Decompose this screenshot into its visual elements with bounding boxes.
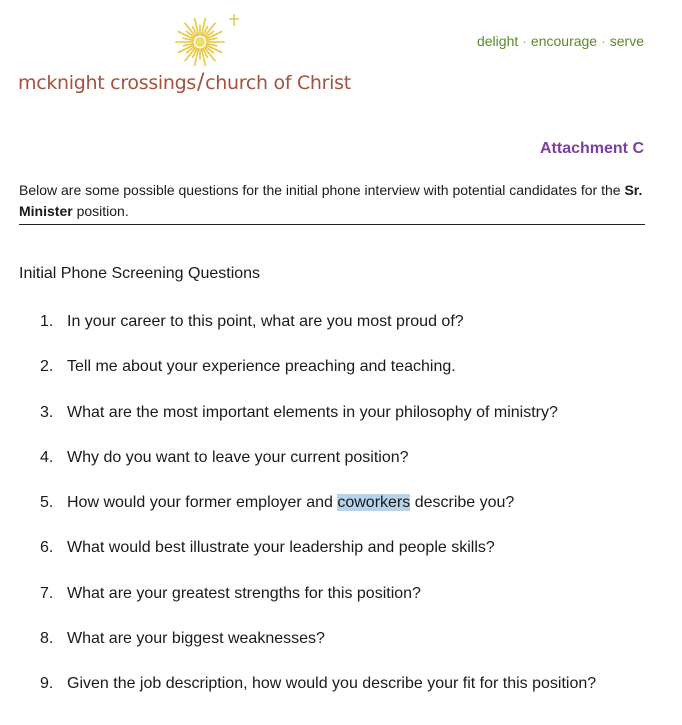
question-text: What are the most important elements in your philosophy of ministry?: [67, 403, 558, 421]
section-title: Initial Phone Screening Questions: [19, 265, 261, 282]
question-text: What are your biggest weaknesses?: [67, 630, 325, 648]
intro-text-after: position.: [72, 203, 129, 219]
question-text: In your career to this point, what are you most proud of?: [67, 313, 464, 330]
question-text: Given the job description, how would you describe your fit for this position?: [67, 675, 597, 693]
question-text: Tell me about your experience preaching and teaching.: [67, 358, 456, 376]
question-text-before: How would your former employer and: [67, 494, 338, 512]
logo-separator: /: [197, 70, 205, 95]
sunburst-cross-icon: [168, 8, 248, 74]
question-number: 1.: [40, 313, 54, 330]
question-item: [40, 537, 640, 559]
question-number: 3.: [40, 403, 54, 421]
question-text: [67, 494, 514, 511]
intro-bold-position: Sr. Minister: [19, 182, 643, 219]
tagline-word-1: delight: [476, 33, 519, 49]
question-number: 6.: [40, 539, 54, 557]
intro-paragraph: [19, 180, 645, 225]
question-item: [40, 447, 640, 469]
question-text: What would best illustrate your leadership and people skills?: [67, 539, 495, 557]
question-number: 9.: [40, 675, 54, 693]
question-number: 4.: [40, 448, 54, 466]
tagline-word-3: serve: [609, 33, 644, 49]
intro-text-before: Below are some possible questions for the initial phone interview with potential candidates for the: [19, 182, 625, 198]
question-number: 7.: [40, 584, 54, 602]
logo-text-left: mcknight crossings: [18, 72, 197, 94]
question-item: [40, 402, 640, 424]
question-text: Why do you want to leave your current position?: [67, 448, 409, 466]
question-text-after: describe you?: [410, 494, 515, 512]
question-number: 2.: [40, 358, 54, 376]
tagline-word-2: encourage: [530, 33, 598, 49]
question-item: [40, 492, 640, 514]
question-list: [40, 311, 640, 719]
question-item: [40, 673, 640, 695]
question-number: 8.: [40, 630, 54, 648]
attachment-label: Attachment C: [539, 140, 644, 157]
church-logo: [18, 8, 351, 104]
selected-text-highlight[interactable]: coworkers: [337, 494, 411, 512]
tagline-dot-1: ·: [522, 33, 527, 49]
logo-wordmark: [18, 70, 351, 95]
question-item: [40, 311, 640, 333]
tagline: [477, 33, 644, 49]
tagline-dot-2: ·: [601, 33, 606, 49]
question-item: [40, 628, 640, 650]
question-item: [40, 583, 640, 605]
question-item: [40, 356, 640, 378]
logo-text-right: church of Christ: [205, 72, 351, 94]
question-number: 5.: [40, 494, 54, 512]
question-text: What are your greatest strengths for this position?: [67, 584, 421, 602]
